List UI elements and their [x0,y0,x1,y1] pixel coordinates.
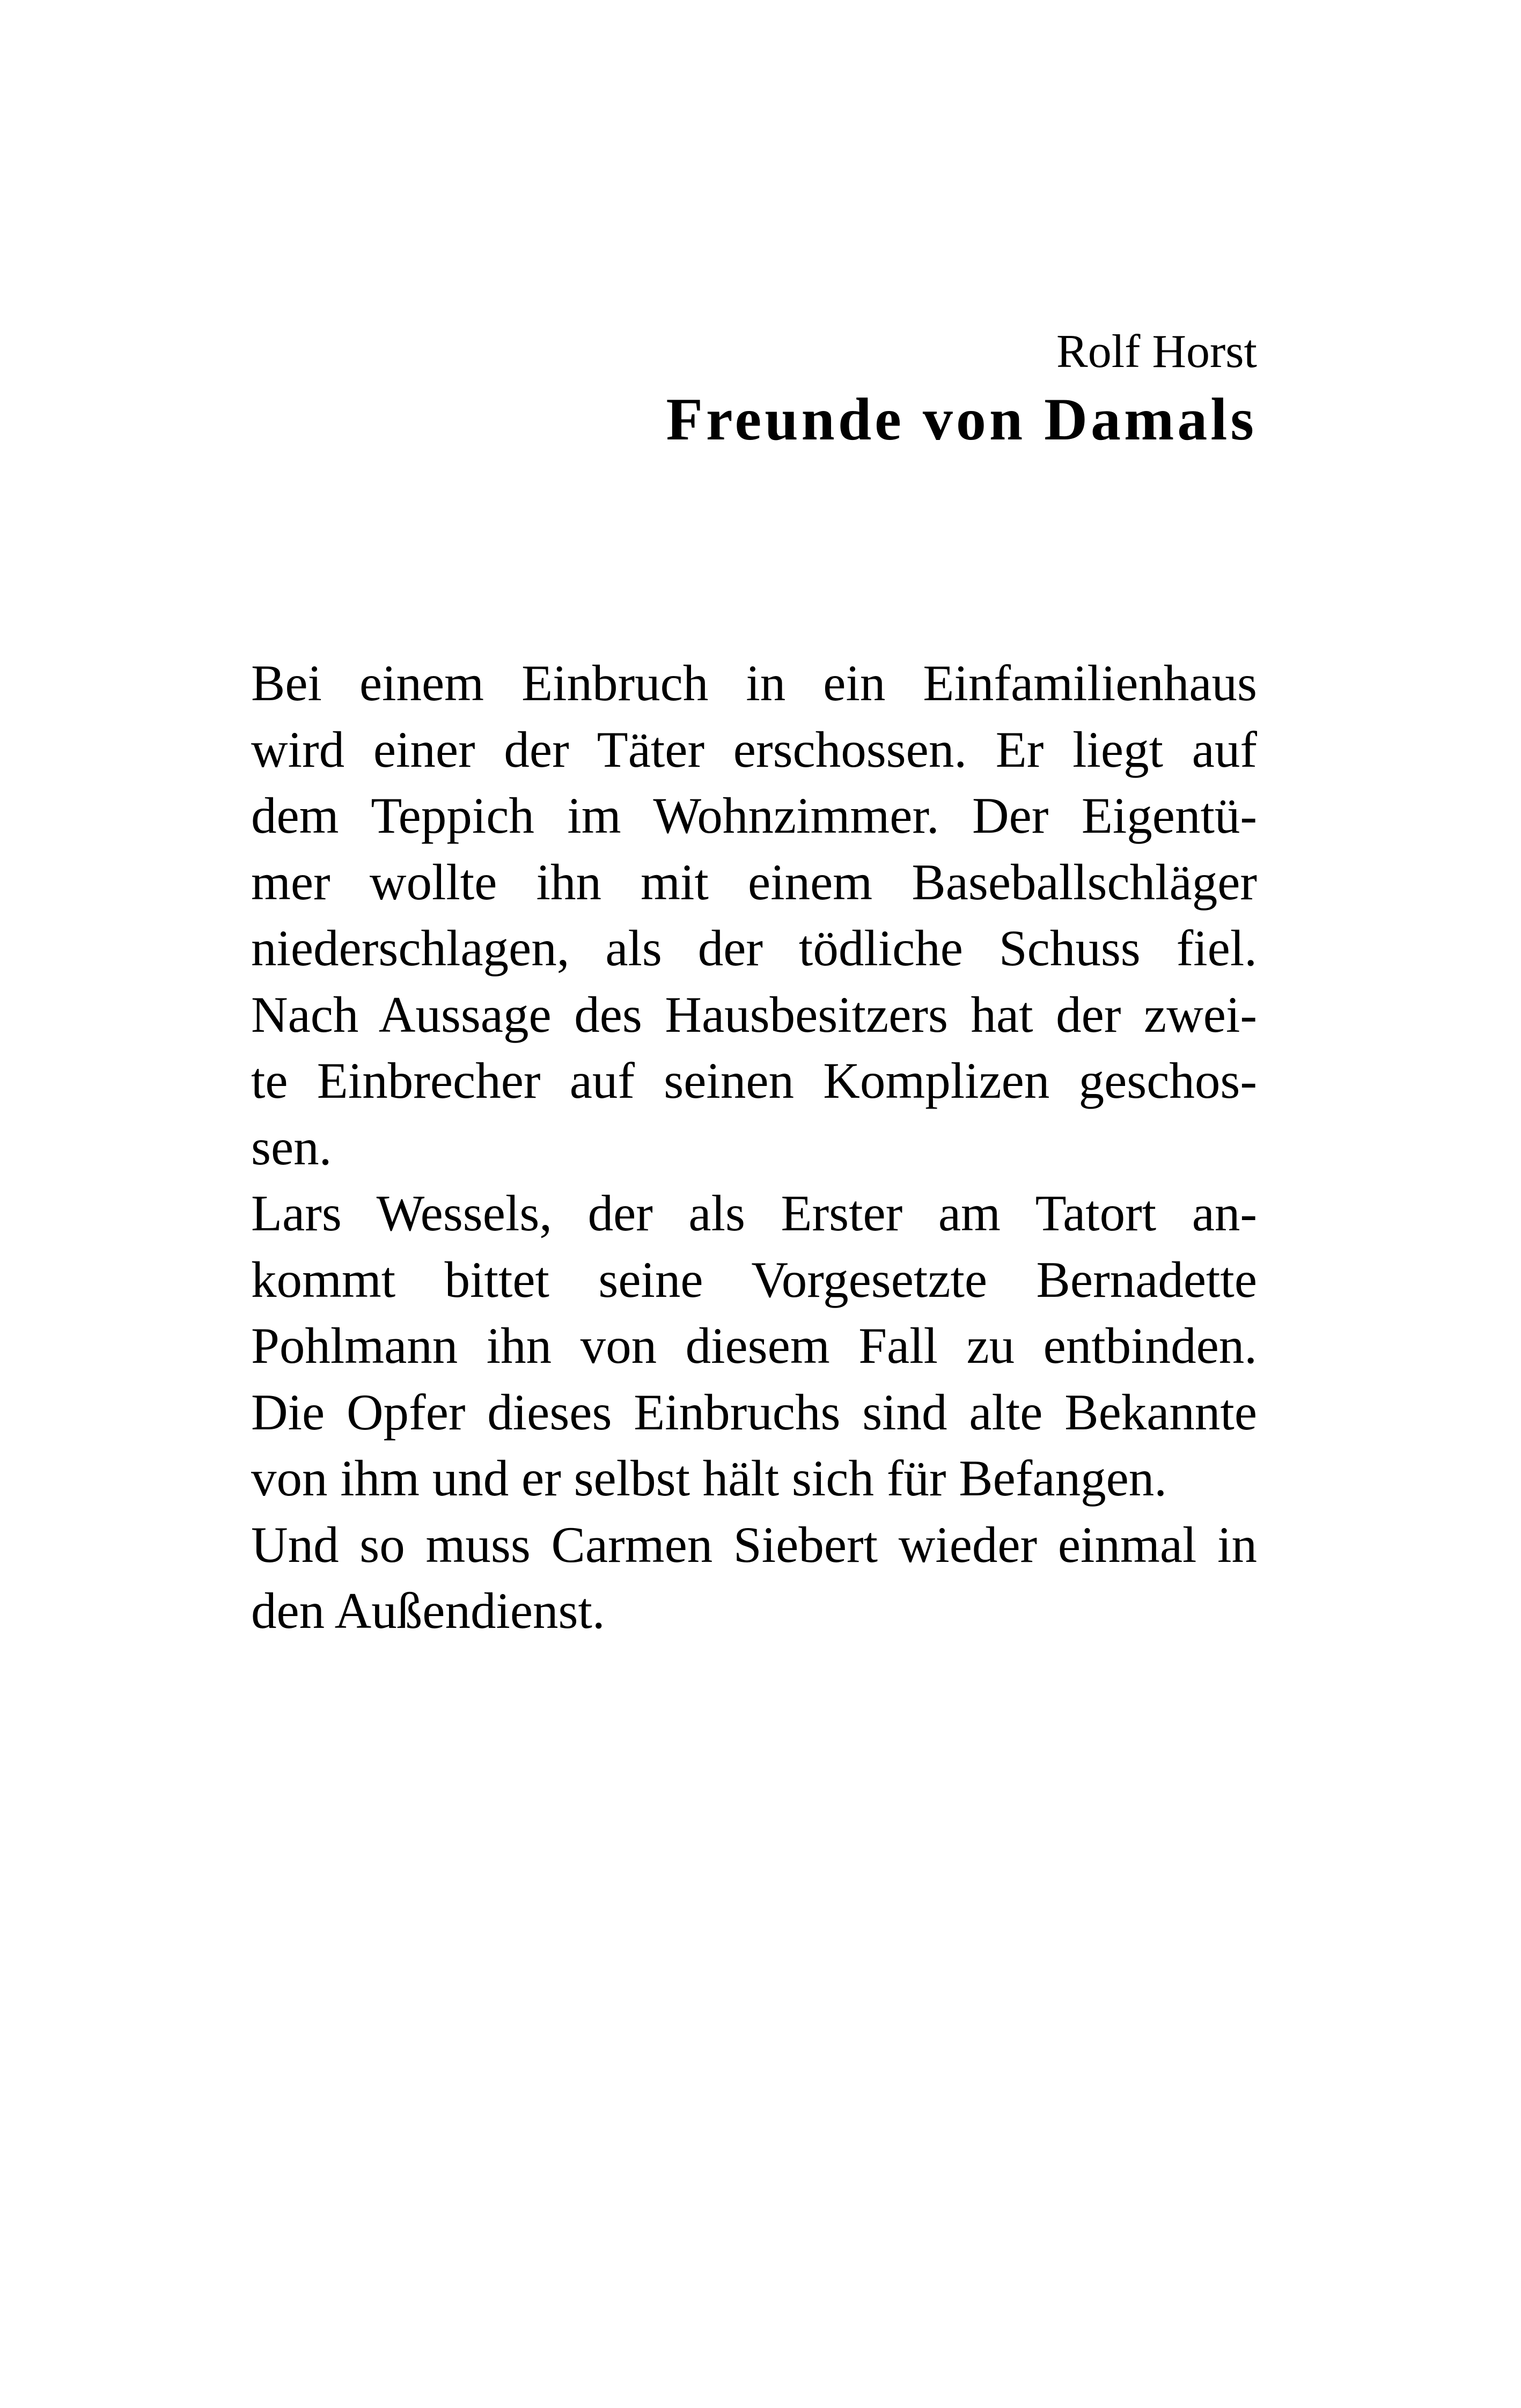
blurb-line: mer wollte ihn mit einem Baseballschläger [251,853,1257,911]
blurb-line: kommt bittet seine Vorgesetzte Bernadette [251,1251,1257,1308]
blurb-line: niederschlagen, als der tödliche Schuss fiel. [251,920,1257,977]
blurb-line: Bei einem Einbruch in ein Einfamilienhaus [251,655,1257,711]
blurb-line: Lars Wessels, der als Erster am Tatort an- [251,1185,1257,1242]
blurb-line: den Außendienst. [251,1582,605,1639]
author-name: Rolf Horst [1056,326,1257,378]
blurb-line: Und so muss Carmen Siebert wieder einmal in [251,1516,1257,1573]
book-header [666,322,1257,457]
blurb-line: te Einbrecher auf seinen Komplizen geschos- [251,1052,1257,1109]
blurb-line: Pohlmann ihn von diesem Fall zu entbinden. [251,1317,1257,1374]
blurb-line: dem Teppich im Wohnzimmer. Der Eigentü- [251,787,1257,844]
blurb-line: von ihm und er selbst hält sich für Befangen. [251,1450,1167,1507]
blurb-line: sen. [251,1118,332,1176]
blurb-line: wird einer der Täter erschossen. Er liegt auf [251,721,1257,778]
blurb-line: Nach Aussage des Hausbesitzers hat der zwei- [251,986,1257,1043]
blurb-line: Die Opfer dieses Einbruchs sind alte Bekannte [251,1383,1257,1441]
blurb-text [251,650,1257,1645]
book-title: Freunde von Damals [666,386,1257,453]
